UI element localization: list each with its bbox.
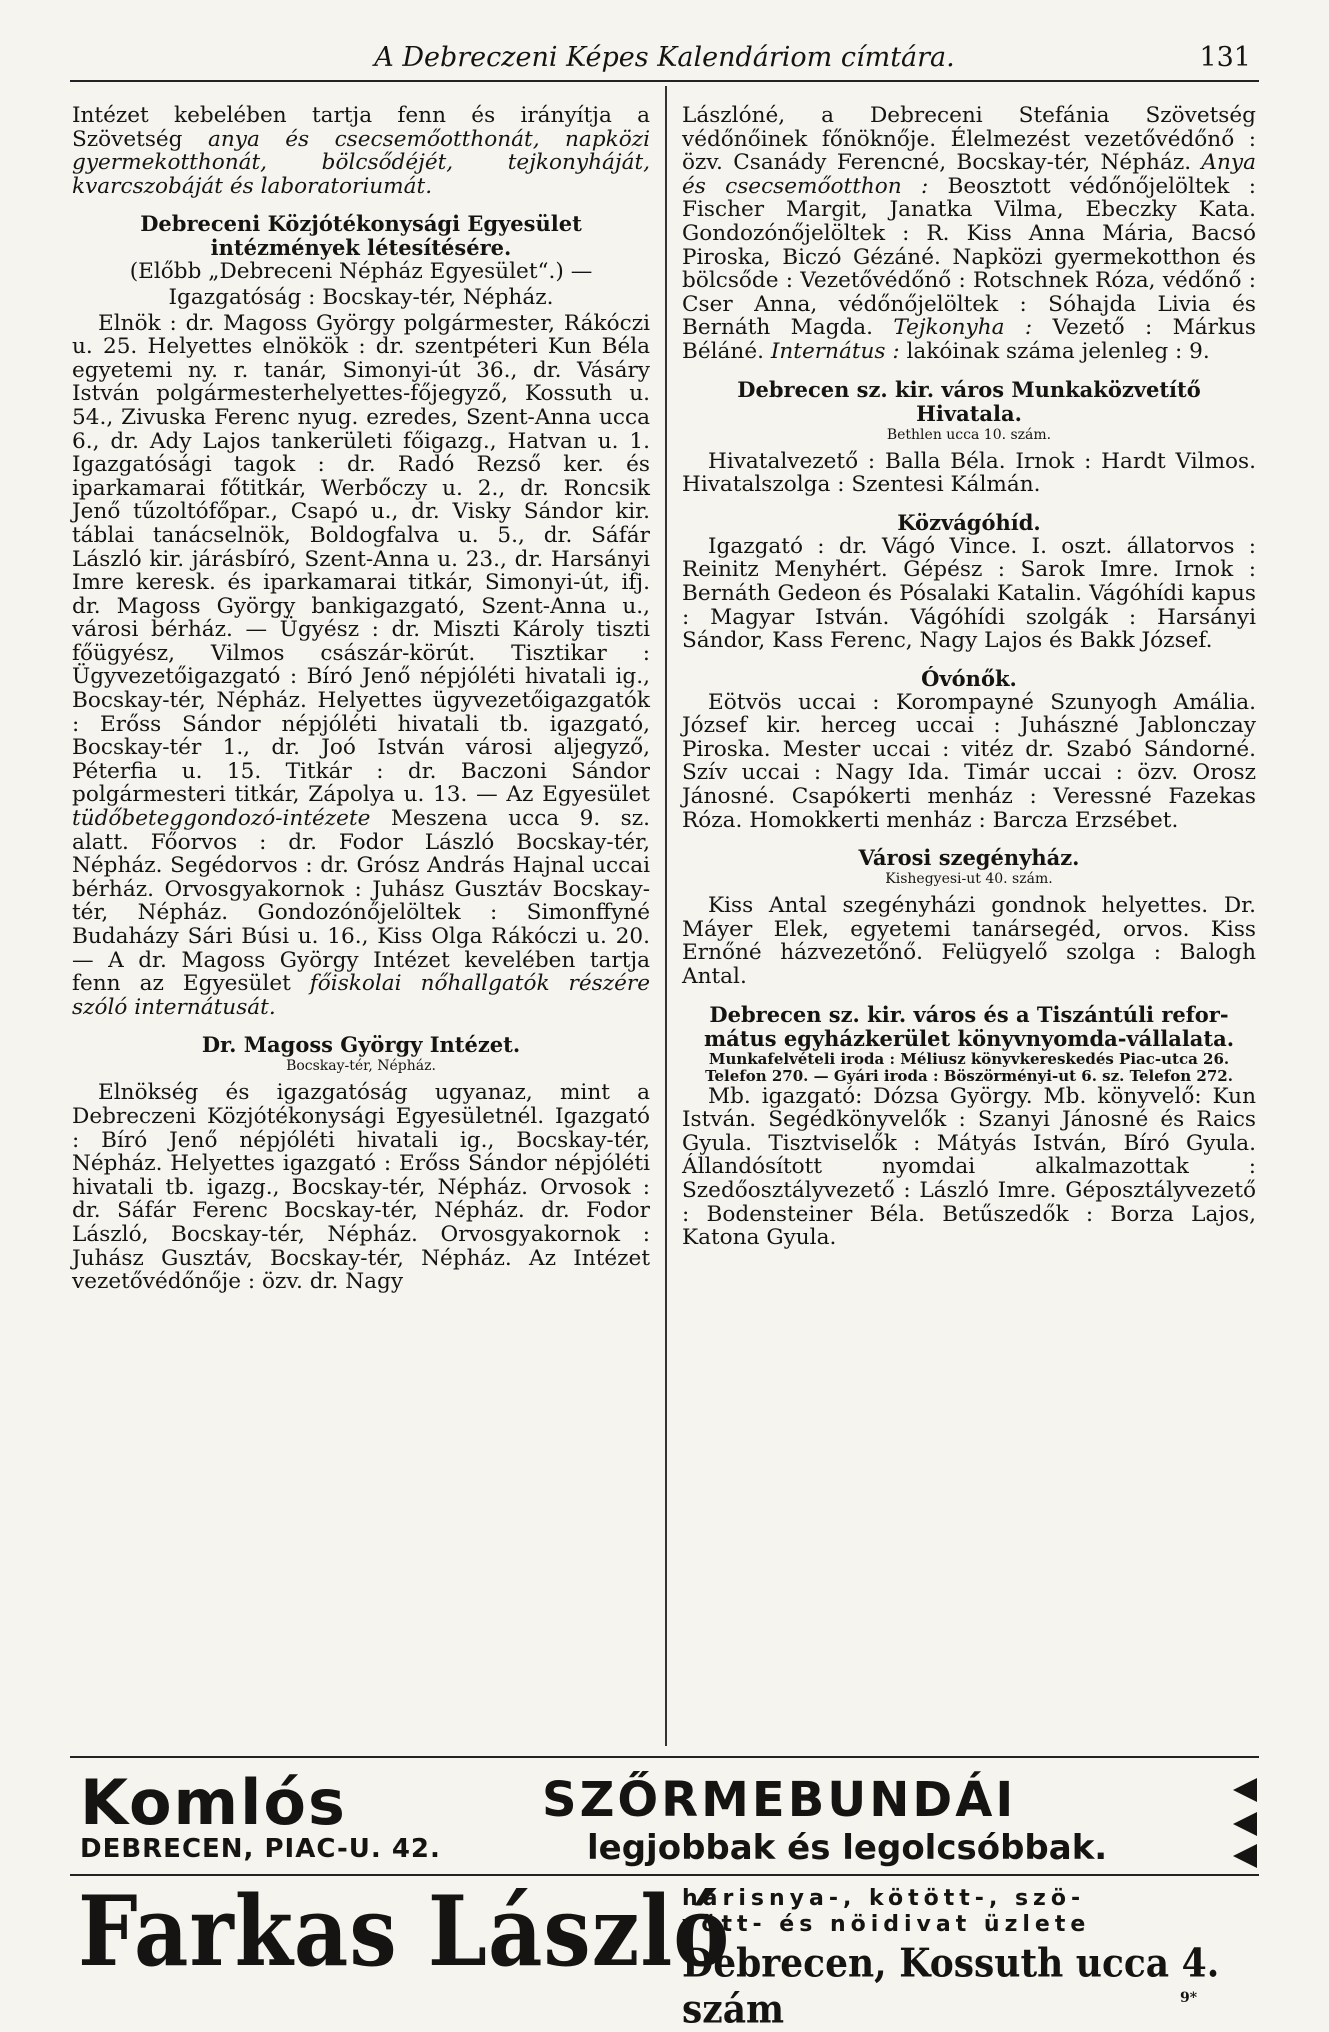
running-header [70, 36, 1259, 82]
section-title-line: Debreceni Közjótékonysági Egyesület [140, 211, 582, 237]
section-body: Elnökség és igazgatóság ugyanaz, mint a Debreczeni Közjótékonysági Egyesületnél. Igazgató : Bíró Jenő népjóléti hivatali ig., Bocskay-tér, Népház. Helyettes igazgató : Erőss Sándor népjóléti hivatali tb. igazg., Bocskay-tér, Népház. Orvosok : dr. Sáfár Ferenc Bocskay-tér, Népház. dr. Fodor László, Bocskay-tér, Népház. Orvosgyakornok : Juhász Gusztáv, Bocskay-tér, Népház. Az Intézet vezetővédőnője : özv. dr. Nagy [72, 1080, 650, 1295]
advertisement-komlos [72, 1766, 1257, 1872]
section-subtitle: Munkafelvételi iroda : Méliusz könyvkereskedés Piac-utca 26. Telefon 270. — Gyári iroda : Böszörményi-ut 6. sz. Telefon 272. [705, 1049, 1233, 1085]
intro-italic: anya és csecsemőotthonát, napközi gyermekotthonát, bölcsődéjét, tejkonyháját, kvarcszobáját és laboratoriumát. [72, 126, 650, 199]
intro-text: Intézet kebelében tartja fenn és irányítja a Szövetség [72, 103, 650, 152]
section-title-kozvagohid: Közvágóhíd. [897, 509, 1041, 535]
intro-paragraph [72, 104, 650, 198]
continued-paragraph [682, 104, 1256, 364]
section-title-line: Hivatala. [916, 400, 1022, 426]
body-italic: Tejkonyha : [893, 315, 1033, 341]
body-italic: főiskolai nőhallgatók részére szóló internátusát. [72, 971, 650, 1020]
ad-divider-top [70, 1756, 1259, 1758]
section-subtitle: Bocskay-tér, Népház. [286, 1058, 436, 1075]
ad-brand: Komlós [80, 1766, 347, 1839]
section-body: Mb. igazgató: Dózsa György. Mb. könyvelő: Kun István. Segédkönyvelők : Szanyi Jánosné és Raics Gyula. Tisztviselők : Mátyás István, Bíró Gyula. Állandósított nyomdai alkalmazottak : Szedőosztályvezető : László Imre. Géposztályvezető : Bodensteiner Béla. Betűszedők : Borza Lajos, Katona Gyula. [682, 1083, 1256, 1251]
section-title-line: intézmények létesítésére. [210, 235, 512, 261]
body-text: Elnök : dr. Magoss György polgármester, Rákóczi u. 25. Helyettes elnökök : dr. szentpéteri Kun Béla egyetemi ny. r. tanár, Simonyi-út 36., dr. Vásáry István polgármesterhelyettes-főjegyző, Kossuth u. 54., Zivuska Ferenc nyug. ezredes, Szent-Anna ucca 6., dr. Ady Lajos tankerületi főigazg., Hatvan u. 1. Igazgatósági tagok : dr. Radó Rezső ker. és iparkamarai főtitkár, Werbőczy u. 2., dr. Roncsik Jenő tűzoltófőpar., Csapó u., dr. Visky Sándor kir. táblai tanácselnök, Boldogfalva u. 5., dr. Sáfár László kir. járásbíró, Szent-Anna u. 23., dr. Harsányi Imre keresk. és iparkamarai titkár, Simonyi-út, ifj. dr. Magoss György bankigazgató, Szent-Anna u., városi bérház. — Ügyész : dr. Miszti Károly tiszti főügyész, Vilmos császár-körút. Tisztikar : Ügyvezetőigazgató : Bíró Jenő népjóléti hivatali ig., Bocskay-tér, Népház. Helyettes ügyvezetőigazgatók : Erőss Sándor népjóléti hivatali tb. igazgató, Bocskay-tér 1., dr. Joó István városi aljegyző, Péterfia u. 15. Titkár : dr. Baczoni Sándor polgármesteri titkár, Zápolya u. 13. — Az Egyesület [72, 310, 650, 808]
body-italic: Anya és csecsemőotthon : [682, 150, 1256, 199]
section-title-magoss: Dr. Magoss György Intézet. [201, 1032, 521, 1058]
ad-line: harisnya-, kötött-, szö- [682, 1886, 1086, 1911]
page-number: 131 [1199, 42, 1251, 73]
section-body: Eötvös uccai : Korompayné Szunyogh Amália. József kir. herceg uccai : Juhászné Jablonczay Piroska. Mester uccai : vitéz dr. Szabó Sándorné. Szív uccai : Nagy Ida. Timár uccai : özv. Orosz Jánosné. Csapókerti menház : Veressné Fazekas Róza. Homokkerti menház : Barcza Erzsébet. [682, 689, 1256, 833]
section-title-line: mátus egyházkerület könyvnyomda-vállalata. [703, 1025, 1235, 1051]
column-divider [665, 86, 667, 1746]
body-text: Meszena ucca 9. sz. alatt. Főorvos : dr. Fodor László Bocskay-tér, Népház. Segédorvos : dr. Grósz András Hajnal uccai bérház. Orvosgyakornok : Juhász Gusztáv Bocskay-tér, Népház. Gondozónőjelöltek : Simonffyné Budaházy Sári Búsi u. 16., Kiss Olga Rákóczi u. 20. — A dr. Magoss György Intézet kevelében tartja fenn az Egyesület [72, 806, 650, 997]
signature-mark: 9* [1180, 1990, 1198, 2006]
ad-line: vött- és nöidivat üzlete [682, 1912, 1091, 1937]
section-subtitle: Bethlen ucca 10. szám. [886, 426, 1052, 443]
former-name: (Előbb „Debreceni Népház Egyesület“.) — [129, 259, 593, 285]
body-text: lakóinak száma jelenleg : 9. [899, 338, 1210, 364]
header-title: A Debreczeni Képes Kalendáriom címtára. [374, 42, 955, 73]
ad-address: DEBRECEN, PIAC-U. 42. [80, 1834, 441, 1864]
section-title-szegenyhaz: Városi szegényház. [858, 845, 1080, 871]
section-body: Hivatalvezető : Balla Béla. Irnok : Hardt Vilmos. Hivatalszolga : Szentesi Kálmán. [682, 448, 1256, 498]
body-text: Lászlóné, a Debreceni Stefánia Szövetség védőnőinek főnöknője. Élelmezést vezetővédőnő : özv. Csanády Ferencné, Bocskay-tér, Népház. [682, 103, 1256, 176]
section-title-konyvnyomda [682, 1003, 1256, 1051]
body-text: Vezető : Márkus Béláné. [682, 315, 1256, 364]
body-text: Beosztott védőnőjelöltek : Fischer Margit, Janatka Vilma, Ebeczky Kata. Gondozónőjelöltek : R. Kiss Anna Mária, Bacsó Piroska, Biczó Gézáné. Napközi gyermekotthon és bölcsőde : Vezetővédőnő : Rotschnek Róza, védőnő : Cser Anna, védőnőjelöltek : Sóhajda Livia és Bernáth Magda. [682, 173, 1256, 341]
advertisement-farkas [72, 1874, 1257, 2032]
section-subtitle: Kishegyesi-ut 40. szám. [885, 871, 1053, 888]
arrow-icons [1231, 1776, 1257, 1870]
ad-name: Farkas László [78, 1874, 731, 1988]
section-body [72, 312, 650, 1020]
section-title-line: Debrecen sz. kir. város és a Tiszántúli refor- [709, 1001, 1229, 1027]
section-title-ovonok: Óvónők. [921, 665, 1017, 691]
body-italic: tüdőbeteggondozó-intézete [72, 806, 371, 832]
ad-address: Debrecen, Kossuth ucca 4. szám [682, 1940, 1220, 2032]
ad-slogan: legjobbak és legolcsóbbak. [587, 1828, 1108, 1868]
directorate-address: Igazgatóság : Bocskay-tér, Népház. [168, 284, 554, 310]
body-italic: Internátus : [770, 338, 900, 364]
left-column [72, 104, 650, 1296]
ad-product: SZŐRMEBUNDÁI [542, 1772, 1017, 1828]
section-title-munkakozvetito [682, 378, 1256, 426]
section-body: Kiss Antal szegényházi gondnok helyettes. Dr. Máyer Elek, egyetemi tanársegéd, orvos. Kiss Ernőné házvezetőnő. Felügyelő szolga : Balogh Antal. [682, 893, 1256, 990]
section-title-kozjotekonysagi [72, 212, 650, 260]
section-title-line: Debrecen sz. kir. város Munkaközvetítő [737, 376, 1201, 402]
section-body: Igazgató : dr. Vágó Vince. I. oszt. állatorvos : Reinitz Menyhért. Gépész : Sarok Imre. Irnok : Bernáth Gedeon és Pósalaki Katalin. Vágóhídi kapus : Magyar István. Vágóhídi szolgák : Harsányi Sándor, Kass Ferenc, Nagy Lajos és Bakk József. [682, 533, 1256, 654]
right-column [682, 104, 1256, 1252]
